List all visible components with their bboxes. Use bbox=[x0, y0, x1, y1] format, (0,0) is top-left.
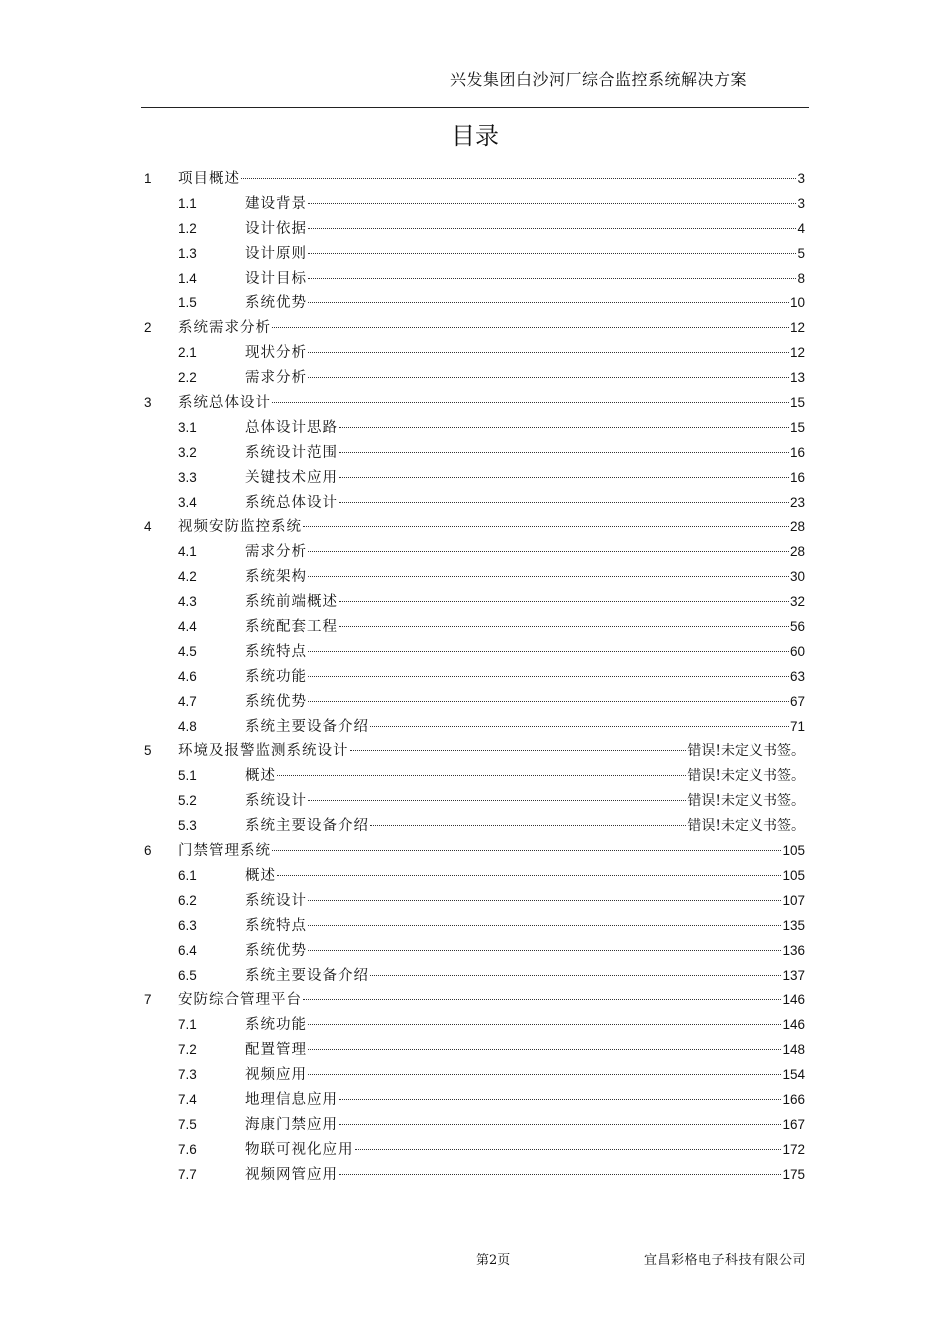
toc-entry-link[interactable] bbox=[245, 640, 805, 665]
toc-entry-link[interactable] bbox=[245, 764, 805, 789]
toc-entry-page: 166 bbox=[782, 1091, 805, 1107]
toc-entry-page: 63 bbox=[789, 668, 805, 684]
toc-entry-number: 3.1 bbox=[178, 419, 197, 435]
toc-entry-number: 5.2 bbox=[178, 793, 197, 809]
toc-entry[interactable] bbox=[0, 391, 950, 416]
toc-entry-page: 148 bbox=[782, 1042, 805, 1058]
toc-dot-leader bbox=[277, 775, 686, 776]
toc-entry-label: 系统前端概述 bbox=[245, 594, 338, 611]
footer-page-number: 第2页 bbox=[476, 1253, 511, 1268]
toc-entry[interactable] bbox=[0, 939, 950, 964]
toc-entry-link[interactable] bbox=[245, 366, 805, 391]
toc-dot-leader bbox=[272, 402, 789, 403]
toc-dot-leader bbox=[308, 1024, 781, 1025]
toc-dot-leader bbox=[370, 975, 781, 976]
toc-entry-page: 28 bbox=[789, 544, 805, 560]
toc-entry-link[interactable] bbox=[245, 914, 805, 939]
toc-entry-number: 7.1 bbox=[178, 1017, 197, 1033]
toc-entry-page: 3 bbox=[797, 171, 805, 186]
toc-entry-label: 门禁管理系统 bbox=[178, 843, 271, 860]
toc-dot-leader bbox=[308, 950, 781, 951]
toc-entry-label: 设计原则 bbox=[245, 245, 307, 262]
toc-entry-number: 1.2 bbox=[178, 220, 197, 236]
toc-dot-leader bbox=[339, 452, 789, 453]
toc-entry-number: 7.6 bbox=[178, 1141, 197, 1157]
toc-entry-link[interactable] bbox=[245, 864, 805, 889]
toc-dot-leader bbox=[308, 551, 789, 552]
toc-entry-number: 2.2 bbox=[178, 370, 197, 386]
toc-entry[interactable] bbox=[0, 466, 950, 491]
toc-entry-number: 5.3 bbox=[178, 818, 197, 834]
toc-entry-label: 配置管理 bbox=[245, 1042, 307, 1059]
toc-entry[interactable] bbox=[0, 515, 950, 540]
toc-entry-label: 系统功能 bbox=[245, 668, 307, 685]
toc-entry-number: 1.4 bbox=[178, 270, 197, 286]
toc-dot-leader bbox=[339, 427, 789, 428]
toc-dot-leader bbox=[339, 1099, 781, 1100]
toc-entry-label: 系统主要设备介绍 bbox=[245, 967, 369, 984]
toc-entry-link[interactable] bbox=[178, 391, 805, 416]
toc-dot-leader bbox=[308, 377, 789, 378]
toc-entry-number: 6.3 bbox=[178, 917, 197, 933]
toc-entry[interactable] bbox=[0, 416, 950, 441]
toc-entry[interactable] bbox=[0, 789, 950, 814]
toc-entry-label: 环境及报警监测系统设计 bbox=[178, 743, 349, 760]
toc-entry-link[interactable] bbox=[245, 715, 805, 740]
toc-entry-number: 1.5 bbox=[178, 295, 197, 311]
toc-dot-leader bbox=[308, 576, 789, 577]
toc-entry[interactable] bbox=[0, 864, 950, 889]
toc-dot-leader bbox=[339, 626, 789, 627]
toc-entry[interactable] bbox=[0, 814, 950, 839]
toc-entry-link[interactable] bbox=[245, 1113, 805, 1138]
toc-entry[interactable] bbox=[0, 242, 950, 267]
toc-entry[interactable] bbox=[0, 914, 950, 939]
toc-dot-leader bbox=[339, 1124, 781, 1125]
toc-entry-page: 15 bbox=[789, 419, 805, 435]
toc-entry-number: 7.3 bbox=[178, 1067, 197, 1083]
toc-dot-leader bbox=[308, 651, 789, 652]
toc-entry-number: 7.5 bbox=[178, 1116, 197, 1132]
toc-entry-page: 错误!未定义书签。 bbox=[687, 768, 805, 785]
toc-entry-link[interactable] bbox=[245, 964, 805, 989]
toc-entry[interactable] bbox=[0, 316, 950, 341]
toc-entry[interactable] bbox=[0, 715, 950, 740]
toc-entry-label: 系统优势 bbox=[245, 942, 307, 959]
toc-entry-page: 172 bbox=[782, 1141, 805, 1157]
toc-entry-page: 67 bbox=[789, 693, 805, 709]
footer-company-name: 宜昌彩格电子科技有限公司 bbox=[643, 1253, 806, 1268]
toc-entry-label: 系统架构 bbox=[245, 569, 307, 586]
toc-entry-label: 系统特点 bbox=[245, 643, 307, 660]
toc-dot-leader bbox=[303, 526, 789, 527]
toc-entry-page: 错误!未定义书签。 bbox=[687, 818, 805, 835]
toc-entry-page: 146 bbox=[782, 1017, 805, 1033]
toc-entry-label: 建设背景 bbox=[245, 195, 307, 212]
toc-entry[interactable] bbox=[0, 1063, 950, 1088]
toc-dot-leader bbox=[350, 750, 687, 751]
toc-entry[interactable] bbox=[0, 1013, 950, 1038]
toc-entry-number: 7 bbox=[144, 992, 152, 1008]
toc-entry-page: 12 bbox=[789, 345, 805, 361]
toc-entry[interactable] bbox=[0, 267, 950, 292]
toc-dot-leader bbox=[277, 875, 781, 876]
toc-entry[interactable] bbox=[0, 988, 950, 1013]
toc-dot-leader bbox=[308, 676, 789, 677]
toc-entry-link[interactable] bbox=[245, 690, 805, 715]
toc-entry-link[interactable] bbox=[245, 416, 805, 441]
toc-entry[interactable] bbox=[0, 217, 950, 242]
toc-entry-number: 6.1 bbox=[178, 867, 197, 883]
toc-entry-number: 4 bbox=[144, 519, 152, 535]
toc-entry-label: 系统主要设备介绍 bbox=[245, 718, 369, 735]
toc-entry-link[interactable] bbox=[178, 167, 805, 192]
toc-entry-number: 6.5 bbox=[178, 967, 197, 983]
toc-entry-page: 32 bbox=[789, 594, 805, 610]
toc-entry[interactable] bbox=[0, 1088, 950, 1113]
toc-entry[interactable] bbox=[0, 615, 950, 640]
toc-dot-leader bbox=[241, 178, 796, 179]
toc-entry-number: 6.2 bbox=[178, 892, 197, 908]
toc-entry-page: 16 bbox=[789, 444, 805, 460]
toc-entry-number: 3.3 bbox=[178, 469, 197, 485]
toc-entry[interactable] bbox=[0, 889, 950, 914]
toc-entry-label: 需求分析 bbox=[245, 544, 307, 561]
toc-entry-label: 需求分析 bbox=[245, 370, 307, 387]
table-of-contents bbox=[0, 167, 950, 1188]
toc-entry[interactable] bbox=[0, 540, 950, 565]
toc-entry-page: 错误!未定义书签。 bbox=[687, 793, 805, 810]
toc-entry-link[interactable] bbox=[245, 1088, 805, 1113]
toc-dot-leader bbox=[370, 726, 789, 727]
toc-entry-link[interactable] bbox=[245, 615, 805, 640]
toc-entry-page: 56 bbox=[789, 619, 805, 635]
toc-entry-link[interactable] bbox=[245, 889, 805, 914]
toc-entry-link[interactable] bbox=[245, 590, 805, 615]
toc-entry-link[interactable] bbox=[245, 341, 805, 366]
toc-entry-page: 30 bbox=[789, 569, 805, 585]
toc-entry-label: 关键技术应用 bbox=[245, 469, 338, 486]
toc-entry-label: 视频应用 bbox=[245, 1067, 307, 1084]
toc-entry-page: 5 bbox=[797, 245, 805, 261]
header-divider bbox=[141, 107, 809, 108]
toc-entry-label: 现状分析 bbox=[245, 345, 307, 362]
toc-entry-label: 设计目标 bbox=[245, 270, 307, 287]
toc-entry-label: 系统设计范围 bbox=[245, 444, 338, 461]
toc-entry[interactable] bbox=[0, 341, 950, 366]
toc-entry-label: 概述 bbox=[245, 867, 276, 884]
toc-entry-label: 地理信息应用 bbox=[245, 1091, 338, 1108]
toc-entry-number: 4.5 bbox=[178, 643, 197, 659]
toc-entry-label: 项目概述 bbox=[178, 171, 240, 187]
toc-entry[interactable] bbox=[0, 1163, 950, 1188]
toc-entry-link[interactable] bbox=[245, 1138, 805, 1163]
toc-entry-page: 23 bbox=[789, 494, 805, 510]
toc-entry-label: 系统总体设计 bbox=[178, 395, 271, 412]
toc-entry[interactable] bbox=[0, 167, 950, 192]
toc-dot-leader bbox=[339, 502, 789, 503]
toc-entry-page: 16 bbox=[789, 469, 805, 485]
toc-entry[interactable] bbox=[0, 1113, 950, 1138]
toc-entry-page: 10 bbox=[789, 295, 805, 311]
toc-entry-page: 60 bbox=[789, 643, 805, 659]
toc-entry-page: 135 bbox=[782, 917, 805, 933]
toc-entry-link[interactable] bbox=[245, 192, 805, 217]
toc-entry[interactable] bbox=[0, 665, 950, 690]
toc-entry-number: 3.2 bbox=[178, 444, 197, 460]
toc-dot-leader bbox=[308, 900, 781, 901]
toc-entry-link[interactable] bbox=[245, 665, 805, 690]
toc-entry-link[interactable] bbox=[245, 217, 805, 242]
toc-entry[interactable] bbox=[0, 366, 950, 391]
toc-entry-link[interactable] bbox=[245, 565, 805, 590]
toc-entry[interactable] bbox=[0, 291, 950, 316]
toc-dot-leader bbox=[308, 1049, 781, 1050]
toc-entry-page: 错误!未定义书签。 bbox=[687, 743, 805, 760]
toc-entry[interactable] bbox=[0, 739, 950, 764]
toc-dot-leader bbox=[339, 601, 789, 602]
toc-entry-label: 系统配套工程 bbox=[245, 619, 338, 636]
toc-entry-number: 2.1 bbox=[178, 345, 197, 361]
toc-entry-page: 105 bbox=[782, 843, 805, 859]
toc-dot-leader bbox=[308, 1074, 781, 1075]
toc-entry-label: 系统设计 bbox=[245, 892, 307, 909]
toc-dot-leader bbox=[308, 253, 796, 254]
toc-dot-leader bbox=[272, 327, 789, 328]
toc-entry-label: 系统特点 bbox=[245, 917, 307, 934]
toc-dot-leader bbox=[308, 278, 796, 279]
toc-entry-page: 105 bbox=[782, 867, 805, 883]
toc-entry-link[interactable] bbox=[178, 515, 805, 540]
toc-entry-page: 107 bbox=[782, 892, 805, 908]
toc-entry-page: 13 bbox=[789, 370, 805, 386]
toc-dot-leader bbox=[370, 825, 686, 826]
toc-entry-link[interactable] bbox=[245, 1063, 805, 1088]
toc-entry[interactable] bbox=[0, 764, 950, 789]
toc-entry-link[interactable] bbox=[245, 267, 805, 292]
toc-entry[interactable] bbox=[0, 565, 950, 590]
toc-entry-page: 71 bbox=[789, 718, 805, 734]
toc-entry-number: 3.4 bbox=[178, 494, 197, 510]
toc-dot-leader bbox=[308, 800, 686, 801]
toc-entry-label: 系统优势 bbox=[245, 295, 307, 312]
toc-entry-label: 系统优势 bbox=[245, 693, 307, 710]
toc-entry-page: 28 bbox=[789, 519, 805, 535]
toc-dot-leader bbox=[308, 302, 789, 303]
toc-entry-link[interactable] bbox=[245, 242, 805, 267]
toc-entry-number: 7.4 bbox=[178, 1091, 197, 1107]
toc-dot-leader bbox=[308, 352, 789, 353]
toc-entry-page: 136 bbox=[782, 942, 805, 958]
toc-entry-number: 6 bbox=[144, 843, 152, 859]
toc-entry[interactable] bbox=[0, 1038, 950, 1063]
toc-entry-label: 系统总体设计 bbox=[245, 494, 338, 511]
toc-entry[interactable] bbox=[0, 192, 950, 217]
toc-entry-page: 15 bbox=[789, 395, 805, 411]
toc-entry-page: 175 bbox=[782, 1166, 805, 1182]
toc-entry-label: 设计依据 bbox=[245, 220, 307, 237]
document-header-title: 兴发集团白沙河厂综合监控系统解决方案 bbox=[449, 70, 747, 89]
toc-entry-link[interactable] bbox=[245, 1013, 805, 1038]
toc-entry-label: 物联可视化应用 bbox=[245, 1141, 354, 1158]
toc-dot-leader bbox=[308, 203, 796, 204]
toc-entry[interactable] bbox=[0, 590, 950, 615]
toc-entry-label: 海康门禁应用 bbox=[245, 1116, 338, 1133]
toc-dot-leader bbox=[308, 228, 796, 229]
toc-entry-link[interactable] bbox=[245, 291, 805, 316]
toc-entry-link[interactable] bbox=[245, 466, 805, 491]
toc-entry[interactable] bbox=[0, 839, 950, 864]
toc-entry-link[interactable] bbox=[245, 540, 805, 565]
toc-entry-link[interactable] bbox=[245, 814, 805, 839]
toc-entry-link[interactable] bbox=[178, 988, 805, 1013]
toc-entry-page: 3 bbox=[797, 195, 805, 211]
toc-dot-leader bbox=[308, 925, 781, 926]
toc-entry-number: 5 bbox=[144, 743, 152, 759]
toc-entry-number: 1.3 bbox=[178, 245, 197, 261]
toc-entry-label: 系统设计 bbox=[245, 793, 307, 810]
toc-entry[interactable] bbox=[0, 441, 950, 466]
toc-entry-page: 8 bbox=[797, 270, 805, 286]
toc-entry-label: 总体设计思路 bbox=[245, 419, 338, 436]
toc-dot-leader bbox=[272, 850, 781, 851]
toc-entry-label: 系统需求分析 bbox=[178, 320, 271, 337]
toc-entry-label: 视频网管应用 bbox=[245, 1166, 338, 1183]
toc-entry[interactable] bbox=[0, 690, 950, 715]
toc-entry-label: 概述 bbox=[245, 768, 276, 785]
toc-entry-link[interactable] bbox=[178, 839, 805, 864]
toc-entry-label: 视频安防监控系统 bbox=[178, 519, 302, 536]
toc-entry-link[interactable] bbox=[245, 491, 805, 516]
toc-entry-link[interactable] bbox=[245, 939, 805, 964]
toc-entry-link[interactable] bbox=[178, 739, 805, 764]
toc-entry-number: 4.6 bbox=[178, 668, 197, 684]
toc-entry-number: 4.4 bbox=[178, 619, 197, 635]
toc-entry-number: 3 bbox=[144, 395, 152, 411]
toc-entry-number: 4.2 bbox=[178, 569, 197, 585]
toc-entry[interactable] bbox=[0, 1138, 950, 1163]
toc-entry-number: 2 bbox=[144, 320, 152, 336]
toc-entry-number: 4.7 bbox=[178, 693, 197, 709]
toc-entry-number: 7.7 bbox=[178, 1166, 197, 1182]
toc-entry-link[interactable] bbox=[245, 789, 805, 814]
toc-dot-leader bbox=[355, 1149, 782, 1150]
toc-entry-number: 1 bbox=[144, 171, 152, 186]
toc-dot-leader bbox=[303, 999, 781, 1000]
toc-entry-page: 137 bbox=[782, 967, 805, 983]
toc-heading: 目录 bbox=[451, 122, 499, 150]
toc-entry-label: 系统主要设备介绍 bbox=[245, 818, 369, 835]
toc-entry-label: 安防综合管理平台 bbox=[178, 992, 302, 1009]
toc-entry-page: 167 bbox=[782, 1116, 805, 1132]
toc-entry-link[interactable] bbox=[245, 441, 805, 466]
toc-dot-leader bbox=[339, 477, 789, 478]
toc-dot-leader bbox=[339, 1174, 781, 1175]
toc-dot-leader bbox=[308, 701, 789, 702]
toc-entry-number: 4.1 bbox=[178, 544, 197, 560]
toc-entry-link[interactable] bbox=[245, 1038, 805, 1063]
toc-entry[interactable] bbox=[0, 964, 950, 989]
toc-entry-number: 1.1 bbox=[178, 195, 197, 211]
toc-entry-link[interactable] bbox=[245, 1163, 805, 1188]
toc-entry-page: 12 bbox=[789, 320, 805, 336]
toc-entry-page: 146 bbox=[782, 992, 805, 1008]
toc-entry-page: 4 bbox=[797, 220, 805, 236]
toc-entry-page: 154 bbox=[782, 1067, 805, 1083]
toc-entry-number: 4.8 bbox=[178, 718, 197, 734]
toc-entry-link[interactable] bbox=[178, 316, 805, 341]
toc-entry-label: 系统功能 bbox=[245, 1017, 307, 1034]
toc-entry-number: 6.4 bbox=[178, 942, 197, 958]
toc-entry-number: 7.2 bbox=[178, 1042, 197, 1058]
toc-entry-number: 5.1 bbox=[178, 768, 197, 784]
toc-entry[interactable] bbox=[0, 640, 950, 665]
toc-entry-number: 4.3 bbox=[178, 594, 197, 610]
toc-entry[interactable] bbox=[0, 491, 950, 516]
